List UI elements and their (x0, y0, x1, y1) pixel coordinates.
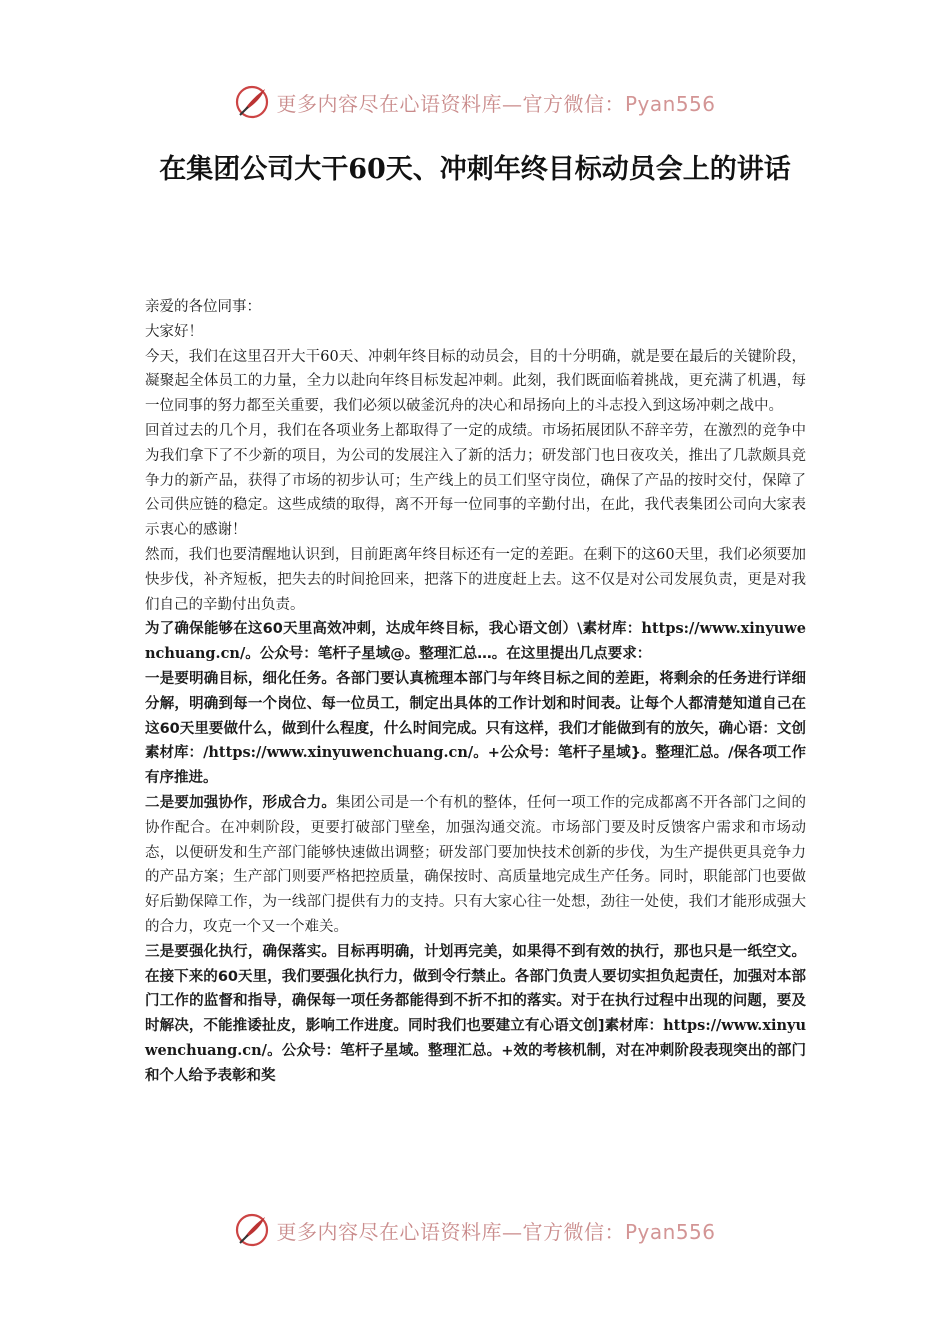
salutation: 亲爱的各位同事： (145, 299, 261, 315)
requirement-two: 二是要加强协作，形成合力。集团公司是一个有机的整体，任何一项工作的完成都离不开各部门之间的协作配合。在冲刺阶段，更要打破部门壁垒，加强沟通交流。市场部门要及时反馈客户需求和市场动态，以便研发和生产部门能够快速做出调整；研发部门要加快技术创新的步伐，为生产提供更具竞争力的产品方案；生产部门则要严格把控质量，确保按时、高质量地完成生产任务。同时，职能部门也要做好后勤保障工作，为一线部门提供有力的支持。只有大家心往一处想，劲往一处使，我们才能形成强大的合力，攻克一个又一个难关。 (145, 794, 807, 935)
watermark-text: 更多内容尽在心语资料库—官方微信：Pyan556 (276, 1219, 716, 1244)
watermark-url: https://www.xinyuwenchuang.cn/ (208, 744, 474, 762)
document-body (145, 295, 806, 1089)
watermark-text: 更多内容尽在心语资料库—官方微信：Pyan556 (276, 91, 716, 116)
paragraph-intro: 今天，我们在这里召开大干60天、冲刺年终目标的动员会，目的十分明确，就是要在最后的关键阶段，凝聚起全体员工的力量，全力以赴向年终目标发起冲刺。此刻，我们既面临着挑战，更充满了机遇，每一位同事的努力都至关重要，我们必须以破釜沉舟的决心和昂扬向上的斗志投入到这场冲刺之战中。 (145, 348, 806, 415)
watermark-url: https://www.xinyuwenchuang.cn/ (145, 620, 806, 663)
quill-logo-icon (234, 84, 270, 120)
watermark-url: https://www.xinyuwenchuang.cn/ (145, 1017, 806, 1059)
paragraph-review: 回首过去的几个月，我们在各项业务上都取得了一定的成绩。市场拓展团队不辞辛劳，在激烈的竞争中为我们拿下了不少新的项目，为公司的发展注入了新的活力；研发部门也日夜攻关，推出了几款颇具竞争力的新产品，获得了市场的初步认可；生产线上的员工们坚守岗位，确保了产品的按时交付，保障了公司供应链的稳定。这些成绩的取得，离不开每一位同事的辛勤付出，在此，我代表集团公司向大家表示衷心的感谢！ (145, 422, 806, 539)
requirement-two-heading: 二是要加强协作，形成合力。 (145, 794, 337, 811)
page-title: 在集团公司大干60天、冲刺年终目标动员会上的讲话 (159, 154, 791, 185)
header-watermark-banner (0, 82, 950, 122)
paragraph-gap: 然而，我们也要清醒地认识到，目前距离年终目标还有一定的差距。在剩下的这60天里，我们必须要加快步伐，补齐短板，把失去的时间抢回来，把落下的进度赶上去。这不仅是对公司发展负责，更是对我们自己的辛勤付出负责。 (145, 546, 806, 613)
requirement-one: 一是要明确目标，细化任务。各部门要认真梳理本部门与年终目标之间的差距，将剩余的任务进行详细分解，明确到每一个岗位、每一位员工，制定出具体的工作计划和时间表。让每个人都清楚知道自己在这60天里要做什么，做到什么程度，什么时间完成。只有这样，我们才能做到有的放矢，确心语：文创素材库：/https://www.xinyuwenchuang.cn/。+公众号：笔杆子星域}。整理汇总。/保各项工作有序推进。 (145, 670, 806, 787)
quill-logo-icon (234, 1212, 270, 1248)
footer-watermark-banner (0, 1210, 950, 1250)
requirement-three: 三是要强化执行，确保落实。目标再明确，计划再完美，如果得不到有效的执行，那也只是一纸空文。在接下来的60天里，我们要强化执行力，做到令行禁止。各部门负责人要切实担负起责任，加强对本部门工作的监督和指导，确保每一项任务都能得到不折不扣的落实。对于在执行过程中出现的问题，要及时解决，不能推诿扯皮，影响工作进度。同时我们也要建立有心语文创]素材库：https://www.xinyuwenchuang.cn/。公众号：笔杆子星域。整理汇总。+效的考核机制，对在冲刺阶段表现突出的部门和个人给予表彰和奖 (145, 943, 806, 1084)
greeting: 大家好！ (145, 323, 203, 340)
paragraph-requirements-intro: 为了确保能够在这60天里高效冲刺，达成年终目标，我心语文创）\素材库：https://www.xinyuwenchuang.cn/。公众号：笔杆子星域@。整理汇总…。在这里提出几点要求： (145, 620, 806, 663)
